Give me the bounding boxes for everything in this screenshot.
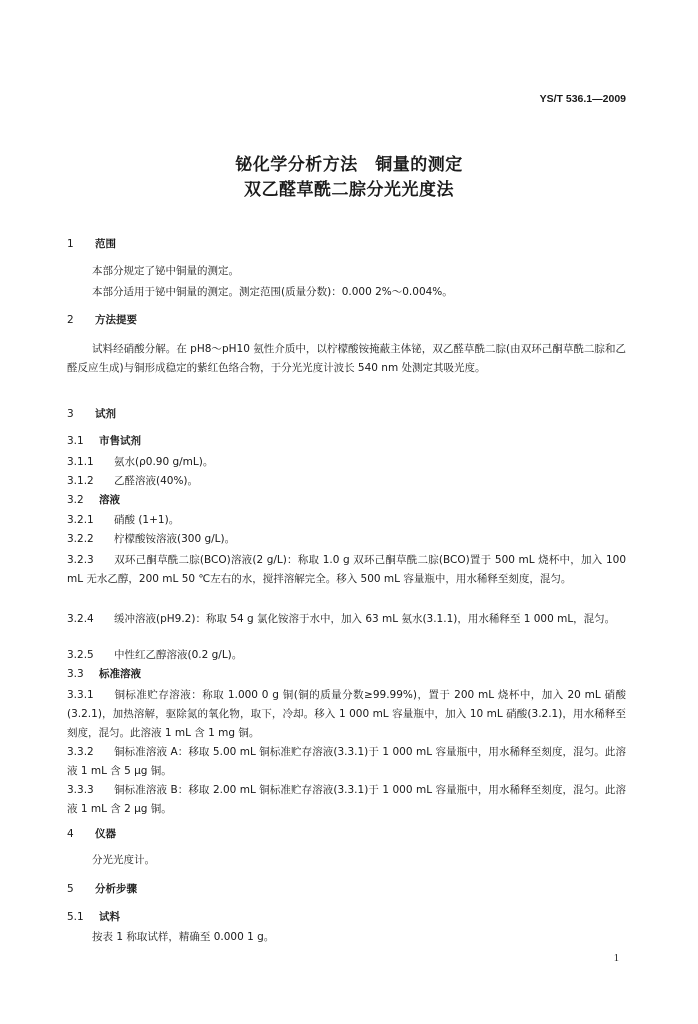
item-text: 乙醛溶液(40%)。 xyxy=(114,475,199,487)
item-3-1-2 xyxy=(67,474,626,488)
item-text: 铜标准贮存溶液：称取 1.000 0 g 铜(铜的质量分数≥99.99%)，置于 200 mL 烧杯中，加入 20 mL 硝酸(3.2.1)，加热溶解，驱除氮的氧化物，取下，冷却。移入 1 000 mL 容量瓶中，加入 10 mL 硝酸(3.2.1)，用水稀释至刻度，混匀。此溶液 1 mL 含 1 mg 铜。 xyxy=(67,689,626,739)
section-2-paragraph: 试料经硝酸分解。在 pH8～pH10 氨性介质中，以柠檬酸铵掩蔽主体铋，双乙醛草酰二腙(由双环己酮草酰二腙和乙醛反应生成)与铜形成稳定的紫红色络合物，于分光光度计波长 540 nm 处测定其吸光度。 xyxy=(67,343,626,374)
subsection-label: 试料 xyxy=(99,911,120,923)
section-5-heading xyxy=(67,882,137,896)
subsection-number: 5.1 xyxy=(67,911,84,923)
subsection-3-1-heading xyxy=(67,434,141,448)
subsection-label: 标准溶液 xyxy=(99,668,141,680)
item-text: 铜标准溶液 A：移取 5.00 mL 铜标准贮存溶液(3.3.1)于 1 000 mL 容量瓶中，用水稀释至刻度，混匀。此溶液 1 mL 含 5 μg 铜。 xyxy=(67,746,626,777)
item-text: 中性红乙醇溶液(0.2 g/L)。 xyxy=(114,649,243,661)
section-4-heading xyxy=(67,827,116,841)
item-number: 3.2.5 xyxy=(67,649,94,661)
document-code: YS/T 536.1—2009 xyxy=(539,93,626,105)
item-number: 3.1.1 xyxy=(67,456,94,468)
document-title-line-1: 铋化学分析方法 铜量的测定 xyxy=(235,155,463,175)
item-text: 铜标准溶液 B：移取 2.00 mL 铜标准贮存溶液(3.3.1)于 1 000 mL 容量瓶中，用水稀释至刻度，混匀。此溶液 1 mL 含 2 μg 铜。 xyxy=(67,784,626,815)
page-number: 1 xyxy=(613,953,619,964)
item-text: 双环己酮草酰二腙(BCO)溶液(2 g/L)：称取 1.0 g 双环己酮草酰二腙(BCO)置于 500 mL 烧杯中，加入 100 mL 无水乙醇，200 mL 50 ℃左右的水，搅拌溶解完全。移入 500 mL 容量瓶中，用水稀释至刻度，混匀。 xyxy=(67,554,626,585)
subsection-number: 3.2 xyxy=(67,494,84,506)
item-text: 硝酸 (1+1)。 xyxy=(114,514,180,526)
item-number: 3.3.2 xyxy=(67,746,94,758)
subsection-label: 溶液 xyxy=(99,494,120,506)
item-3-3-2 xyxy=(67,743,626,781)
item-3-1-1 xyxy=(67,455,626,469)
subsection-3-3-heading xyxy=(67,667,141,681)
section-label: 仪器 xyxy=(95,828,116,840)
section-number: 4 xyxy=(67,828,74,840)
section-label: 方法提要 xyxy=(95,314,137,326)
item-number: 3.1.2 xyxy=(67,475,94,487)
item-3-2-5 xyxy=(67,648,626,662)
subsection-number: 3.3 xyxy=(67,668,84,680)
section-number: 2 xyxy=(67,314,74,326)
item-3-2-3 xyxy=(67,551,626,589)
section-number: 5 xyxy=(67,883,74,895)
section-1-heading xyxy=(67,237,116,251)
subsection-5-1-heading xyxy=(67,910,120,924)
section-1-paragraph-2: 本部分适用于铋中铜量的测定。测定范围(质量分数)：0.000 2%～0.004%。 xyxy=(92,286,453,298)
section-number: 3 xyxy=(67,408,74,420)
item-number: 3.2.2 xyxy=(67,533,94,545)
section-2-heading xyxy=(67,313,137,327)
section-label: 试剂 xyxy=(95,408,116,420)
item-number: 3.3.3 xyxy=(67,784,94,796)
subsection-number: 3.1 xyxy=(67,435,84,447)
item-number: 3.2.3 xyxy=(67,554,94,566)
document-title-line-2: 双乙醛草酰二腙分光光度法 xyxy=(244,180,454,200)
item-3-3-3 xyxy=(67,781,626,819)
section-5-1-paragraph: 按表 1 称取试样，精确至 0.000 1 g。 xyxy=(92,931,275,943)
item-3-2-2 xyxy=(67,532,626,546)
item-3-3-1 xyxy=(67,686,626,743)
item-text: 缓冲溶液(pH9.2)：称取 54 g 氯化铵溶于水中，加入 63 mL 氨水(3.1.1)，用水稀释至 1 000 mL，混匀。 xyxy=(114,613,616,625)
item-3-2-1 xyxy=(67,513,626,527)
item-number: 3.2.1 xyxy=(67,514,94,526)
section-label: 范围 xyxy=(95,238,116,250)
subsection-3-2-heading xyxy=(67,493,120,507)
section-4-paragraph: 分光光度计。 xyxy=(92,854,155,866)
section-label: 分析步骤 xyxy=(95,883,137,895)
item-text: 氨水(ρ0.90 g/mL)。 xyxy=(114,456,214,468)
item-number: 3.3.1 xyxy=(67,689,94,701)
subsection-label: 市售试剂 xyxy=(99,435,141,447)
item-text: 柠檬酸铵溶液(300 g/L)。 xyxy=(114,533,236,545)
item-3-2-4 xyxy=(67,610,626,629)
section-3-heading xyxy=(67,407,116,421)
section-number: 1 xyxy=(67,238,74,250)
section-1-paragraph-1: 本部分规定了铋中铜量的测定。 xyxy=(92,265,239,277)
item-number: 3.2.4 xyxy=(67,613,94,625)
